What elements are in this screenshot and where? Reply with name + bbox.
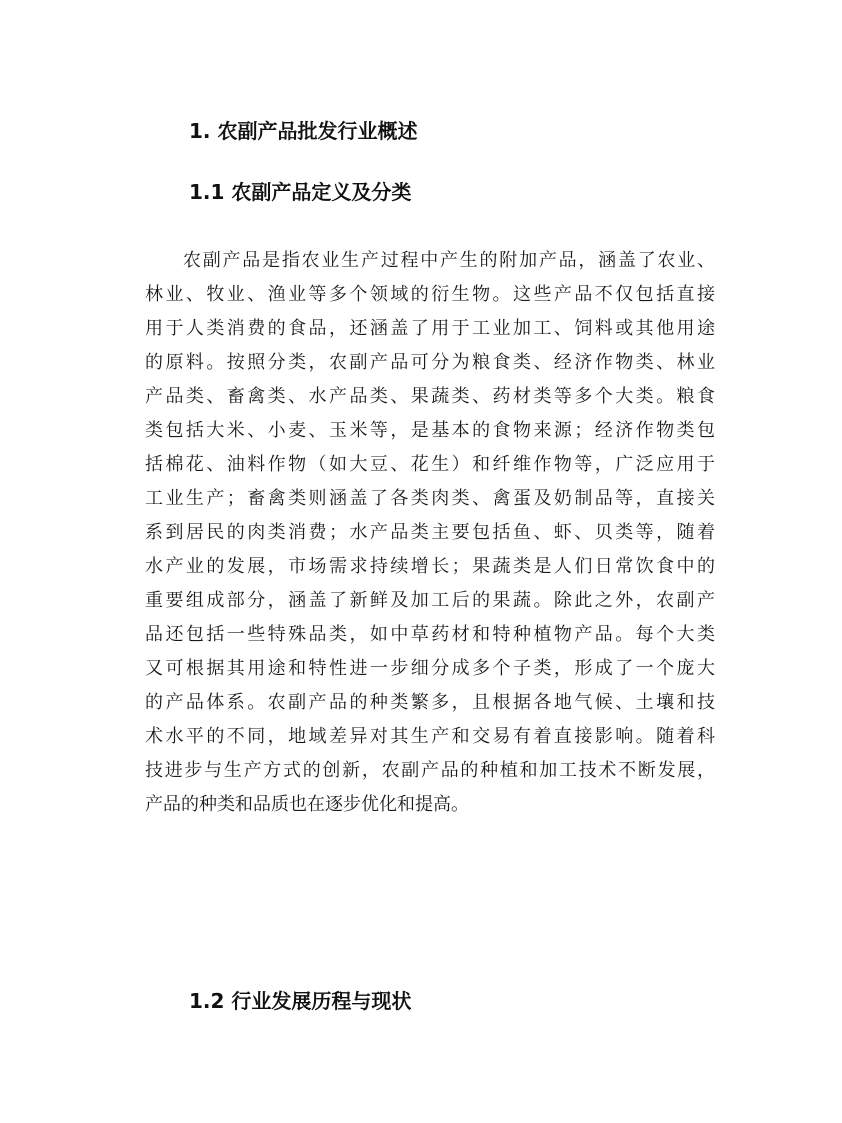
paragraph-line: 的原料。按照分类，农副产品可分为粮食类、经济作物类、林业	[145, 352, 715, 373]
paragraph-line: 农副产品是指农业生产过程中产生的附加产品，涵盖了农业、	[183, 250, 715, 271]
paragraph-line: 用于人类消费的食品，还涵盖了用于工业加工、饲料或其他用途	[145, 318, 715, 339]
paragraph-line: 术水平的不同，地域差异对其生产和交易有着直接影响。随着科	[145, 726, 715, 747]
paragraph-line: 括棉花、油料作物（如大豆、花生）和纤维作物等，广泛应用于	[145, 454, 715, 475]
subsection-heading-1-1: 1.1 农副产品定义及分类	[189, 180, 412, 204]
paragraph-line: 林业、牧业、渔业等多个领域的衍生物。这些产品不仅包括直接	[145, 284, 715, 305]
paragraph-line: 类包括大米、小麦、玉米等，是基本的食物来源；经济作物类包	[145, 420, 715, 441]
paragraph-line: 产品类、畜禽类、水产品类、果蔬类、药材类等多个大类。粮食	[145, 386, 715, 407]
paragraph-line: 的产品体系。农副产品的种类繁多，且根据各地气候、土壤和技	[145, 692, 715, 713]
paragraph-line: 产品的种类和品质也在逐步优化和提高。	[145, 794, 469, 815]
paragraph-line: 工业生产；畜禽类则涵盖了各类肉类、禽蛋及奶制品等，直接关	[145, 488, 715, 509]
paragraph-line: 技进步与生产方式的创新，农副产品的种植和加工技术不断发展，	[145, 760, 715, 781]
paragraph-line: 重要组成部分，涵盖了新鲜及加工后的果蔬。除此之外，农副产	[145, 590, 715, 611]
paragraph-line: 又可根据其用途和特性进一步细分成多个子类，形成了一个庞大	[145, 658, 715, 679]
subsection-heading-1-2: 1.2 行业发展历程与现状	[189, 989, 412, 1013]
paragraph-line: 品还包括一些特殊品类，如中草药材和特种植物产品。每个大类	[145, 624, 715, 645]
definition-paragraph	[145, 244, 715, 822]
paragraph-line: 水产业的发展，市场需求持续增长；果蔬类是人们日常饮食中的	[145, 556, 715, 577]
section-heading-1: 1. 农副产品批发行业概述	[189, 119, 418, 143]
paragraph-line: 系到居民的肉类消费；水产品类主要包括鱼、虾、贝类等，随着	[145, 522, 715, 543]
